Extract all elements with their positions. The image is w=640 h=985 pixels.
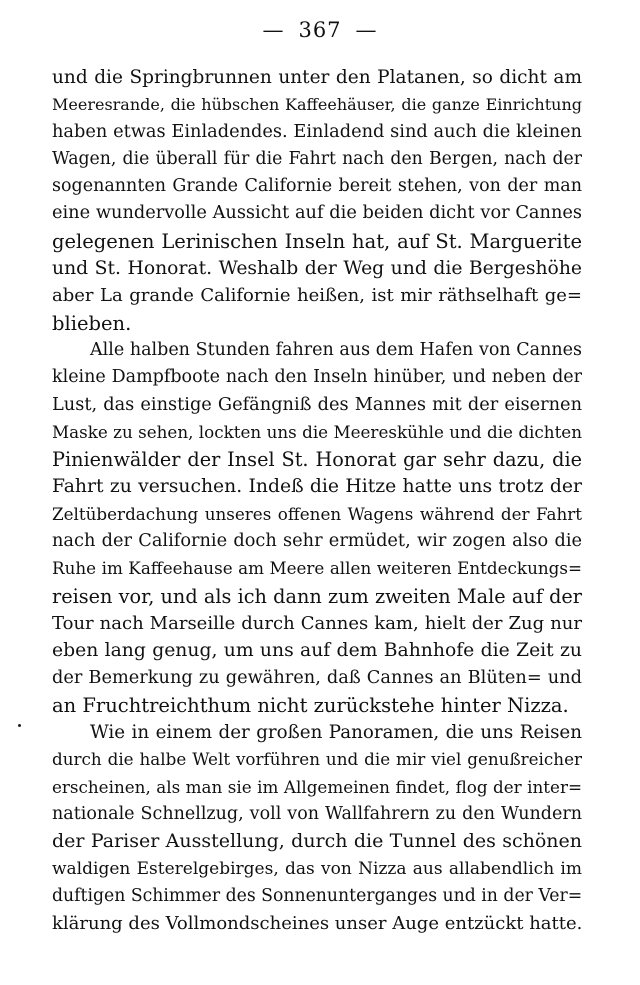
margin-dot-mark [18,724,21,727]
page-header [0,18,640,42]
text-line: Wie in einem der großen Panoramen, die uns Reisen [90,722,582,744]
text-line: sogenannten Grande Californie bereit stehen, von der man [52,176,582,197]
text-line: Tour nach Marseille durch Cannes kam, hielt der Zug nur [52,612,582,634]
text-line: Lust, das einstige Gefängniß des Mannes mit der eisernen [52,394,582,415]
text-line: eben lang genug, um uns auf dem Bahnhofe die Zeit zu [52,640,582,662]
left-dash: — [262,18,285,42]
text-line: Maske zu sehen, lockten uns die Meereskühle und die dichten [52,421,582,442]
text-line: erscheinen, als man sie im Allgemeinen findet, flog der inter= [52,776,582,797]
text-line: gelegenen Lerinischen Inseln hat, auf St. Marguerite [52,229,582,253]
body-text [52,64,582,938]
text-line: der Bemerkung zu gewähren, daß Cannes an Blüten= und [52,667,582,688]
text-line: nationale Schnellzug, voll von Wallfahrern zu den Wundern [52,804,582,825]
paragraph-2 [52,337,582,719]
text-line: aber La grande Californie heißen, ist mir räthselhaft ge= [52,285,582,307]
right-dash: — [355,18,378,42]
text-line: Ruhe im Kaffeehause am Meere allen weiteren Entdeckungs= [52,558,582,579]
text-line: duftigen Schimmer des Sonnenunterganges und in der Ver= [52,885,583,906]
text-line: Pinienwälder der Insel St. Honorat gar sehr dazu, die [52,448,582,472]
text-line: nach der Californie doch sehr ermüdet, wir zogen also die [52,531,582,552]
paragraph-1 [52,64,582,337]
text-line: Fahrt zu versuchen. Indeß die Hitze hatte uns trotz der [52,476,582,498]
text-line: eine wundervolle Aussicht auf die beiden dicht vor Cannes [52,203,582,224]
text-line: und die Springbrunnen unter den Platanen, so dicht am [52,67,582,88]
text-line: haben etwas Einladendes. Einladend sind auch die kleinen [52,121,582,142]
text-line: blieben. [52,311,132,335]
text-line: an Fruchtreichthum nicht zurückstehe hinter Nizza. [52,693,569,717]
text-line: waldigen Esterelgebirges, das von Nizza aus allabendlich im [52,858,582,879]
text-line: klärung des Vollmondscheines unser Auge entzückt hatte. [52,913,583,935]
text-line: Alle halben Stunden fahren aus dem Hafen von Cannes [90,339,582,360]
text-line: kleine Dampfboote nach den Inseln hinüber, und neben der [52,367,582,388]
text-line: reisen vor, und als ich dann zum zweiten Male auf der [52,584,582,608]
paragraph-3 [52,719,582,937]
page-number: 367 [298,18,342,42]
text-line: durch die halbe Welt vorführen und die mir viel genußreicher [52,749,582,770]
text-line: Zeltüberdachung unseres offenen Wagens während der Fahrt [52,503,582,524]
text-line: und St. Honorat. Weshalb der Weg und die Bergeshöhe [52,258,582,280]
text-line: der Pariser Ausstellung, durch die Tunnel des schönen [52,830,582,853]
text-line: Meeresrande, die hübschen Kaffeehäuser, die ganze Einrichtung [52,95,582,115]
text-line: Wagen, die überall für die Fahrt nach den Bergen, nach der [52,148,582,169]
